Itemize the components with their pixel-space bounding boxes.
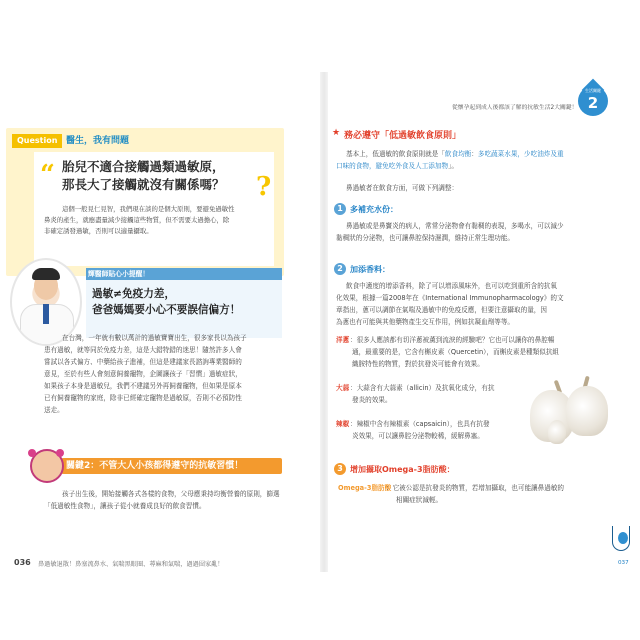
rule-intro-line1 — [346, 148, 564, 158]
section-2-line: 飲食中適度的增添香料，除了可以增添風味外，也可以吃到重所含的抗氧 — [346, 282, 557, 290]
rule-heading: 務必遵守「低過敏飲食原則」 — [344, 131, 462, 141]
chili-line: 炎效果，可以讓鼻腔分泌物較稀，緩解鼻塞。 — [352, 432, 484, 440]
answer-line: 鼻炎的產生，就應盡量減少接觸這些物質，但不需要太過擔心，除 — [44, 216, 230, 224]
section-2-title: 加添香料： — [350, 265, 390, 274]
section-1-number: 1 — [334, 203, 346, 215]
key-body-line: 「低過敏性食物」，讓孩子從小就養成良好的飲食習慣。 — [44, 502, 206, 510]
chili-line: ：辣椒中含有辣椒素（capsaicin），也具有抗發 — [350, 420, 490, 428]
question-title: 醫生，我有問題 — [66, 136, 130, 146]
question-mark-icon: ? — [256, 172, 272, 202]
page-number-left: 036 — [14, 558, 31, 567]
section-2-line: 章指出，蔥可以調節在氣喘及過敏中的免疫反應，但要注意攝取的量，因 — [336, 306, 547, 314]
rule-intro-end: 」。 — [448, 162, 458, 170]
section-1-line: 黏稠狀的分泌物，也可讓鼻腔保持濕潤，維持正常生理功能。 — [336, 234, 515, 242]
section-3-title: 增加攝取Omega-3脂肪酸： — [350, 465, 455, 474]
section-1-title: 多補充水份： — [350, 205, 398, 214]
running-header: 從懷孕起到成人後都該了解的抗敏生活2大關鍵！ — [452, 105, 578, 111]
answer-line: 這個一般見仁見智，我們現在談的是個大原則，要避免過敏性 — [62, 205, 235, 213]
chapter-badge-label: 生活關鍵 — [585, 88, 601, 93]
onion-line: 織胺特性的物質，對於抗發炎可能會有效果。 — [352, 360, 484, 368]
onion-line: ：很多人應該都有切洋蔥被薰到流淚的經驗吧？它也可以讓你的鼻腔暢 — [350, 336, 555, 344]
star-icon: ★ — [332, 128, 341, 138]
key-body-line: 孩子出生後，開始接觸各式各樣的食物，父母應秉持均衡營養的原則，篩選 — [62, 490, 280, 498]
garlic-line: 發炎的效果。 — [352, 396, 392, 404]
rule-highlight-vegetables: 多吃蔬菜水果，少吃油炸及重 — [477, 150, 564, 158]
question-headline-line1: 胎兒不適合接觸過類過敏原， — [62, 159, 225, 174]
tip-line2: 爸爸媽媽要小心不要誤信偏方！ — [92, 304, 241, 316]
section-2-line: 化效果，根據一篇2008年在《International Immunopharmacology》的文 — [336, 294, 564, 302]
tip-label: 輝醫師貼心小提醒！ — [88, 270, 150, 278]
tip-headline — [92, 286, 240, 318]
body-line: 已有飼養寵物的家庭，除非已經確定寵物是過敏原，否則不必預防性 — [44, 394, 242, 402]
rule-intro-text: 基本上，低過敏的飲食原則就是「 — [346, 150, 445, 158]
rule-line2: 鼻過敏者在飲食方面，可做下列調整： — [346, 184, 459, 192]
question-headline-line2: 那長大了接觸就沒有關係嗎？ — [62, 177, 225, 192]
rule-highlight-balanced: 飲食均衡 — [444, 150, 472, 158]
chili-tag: 辣椒 — [336, 420, 350, 428]
onion-tag: 洋蔥 — [336, 336, 350, 344]
question-headline — [62, 158, 225, 194]
page-number-right: 037 — [618, 560, 629, 566]
section-3-number: 3 — [334, 463, 346, 475]
section-2-number: 2 — [334, 263, 346, 275]
rule-highlight-avoid: 口味的食物，避免吃外食及人工添加物 — [336, 162, 449, 170]
section-2-line: 為蔥也有可能與其他藥物產生交互作用，例如抗凝血劑等等。 — [336, 318, 515, 326]
garlic-tag: 大蒜 — [336, 384, 350, 392]
key-title: 關鍵2：不管大人小孩都得遵守的抗敏習慣！ — [66, 461, 244, 471]
running-footer: 鼻過敏退散！鼻塞流鼻水、氣喘黑眼圈、蕁麻和氣喘，過過囧家亂！ — [38, 561, 224, 568]
body-line: 意見，至於有些人會刻意飼養寵物，企圖讓孩子「習慣」過敏症狀， — [44, 370, 242, 378]
body-line: 患有過敏，就等同於免疫力差，這是大錯特錯的迷思！隨然許多人會 — [44, 346, 242, 354]
section-3-line: 相關症狀減輕。 — [396, 496, 443, 504]
body-line: 送走。 — [44, 406, 64, 414]
girl-mascot-icon — [30, 449, 64, 483]
body-line: 嘗試以各式偏方、中藥給孩子進補，但這是建議家長諮詢專業醫師的 — [44, 358, 242, 366]
body-line: 如果孩子本身是過敏兒，我們不建議另外再飼養寵物，但如果是原本 — [44, 382, 242, 390]
omega3-tag: Omega-3脂肪酸 — [338, 484, 392, 492]
rule-intro-colon: ： — [471, 150, 478, 158]
rule-intro-line2 — [336, 160, 458, 170]
open-quote-icon: “ — [40, 160, 55, 190]
onion-line: 通，最重要的是，它含有槲皮素（Quercetin），而槲皮素是種類似抗組 — [352, 348, 559, 356]
body-line: 在台灣，一年就有數以萬計的過敏寶寶出生，很多家長以為孩子 — [62, 334, 247, 342]
tip-line1: 過敏≠免疫力差， — [92, 288, 176, 300]
section-3-line: ：它被公認是抗發炎的物質，若增加攝取，也可能讓鼻過敏的 — [386, 484, 565, 492]
page-gutter — [320, 72, 328, 572]
garlic-line: ：大蒜含有大蒜素（allicin）及抗氧化成分，有抗 — [350, 384, 495, 392]
nose-icon — [612, 526, 630, 551]
section-1-line: 鼻過敏或是鼻竇炎的病人，常常分泌物會有黏稠的表現，多喝水，可以減少 — [346, 222, 564, 230]
answer-line: 非確定誘發過敏，否則可以適量攝取。 — [44, 227, 153, 235]
chapter-badge-number: 2 — [587, 94, 599, 112]
question-tag: Question — [12, 134, 62, 148]
